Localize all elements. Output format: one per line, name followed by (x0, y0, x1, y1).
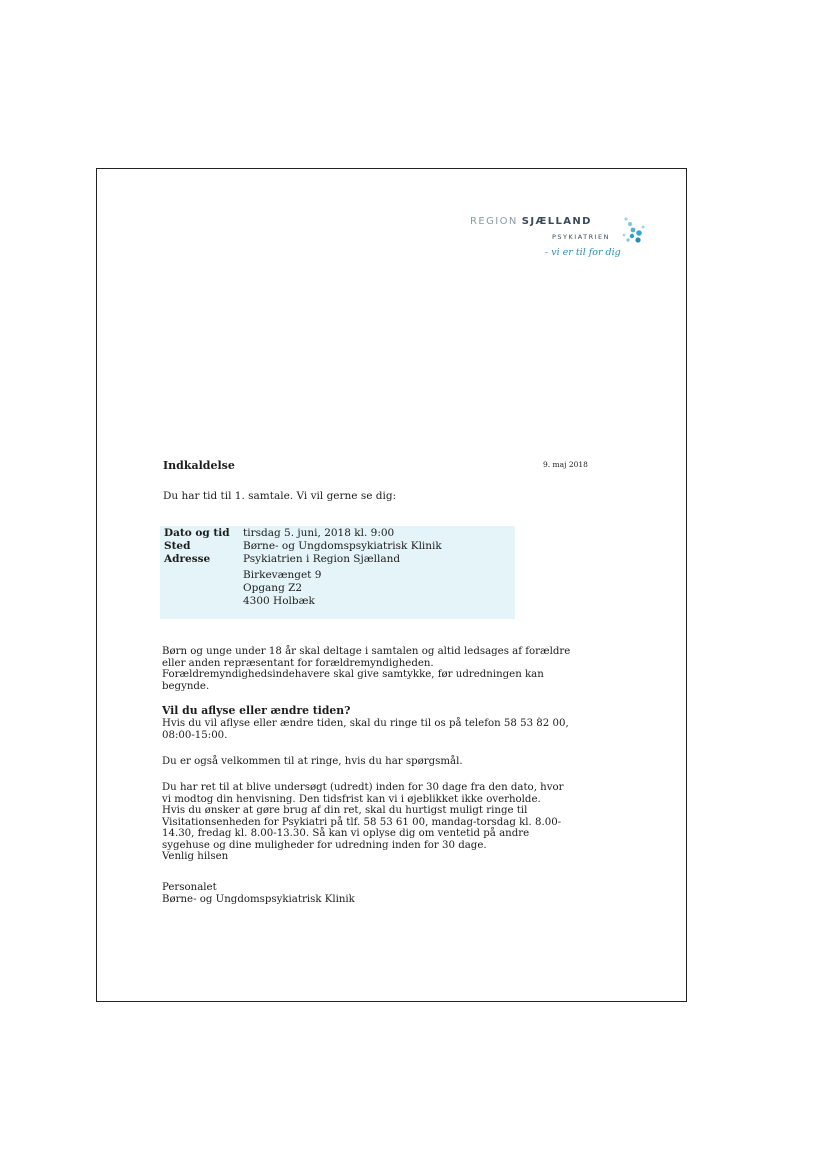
paragraph-line: Børn og unge under 18 år skal deltage i samtalen og altid ledsages af forældre (162, 646, 571, 657)
place-value: Børne- og Ungdomspsykiatrisk Klinik (243, 540, 442, 552)
rights-paragraph (162, 782, 564, 863)
paragraph-line: 14.30, fredag kl. 8.00-13.30. Så kan vi oplyse dig om ventetid på andre (162, 828, 530, 839)
paragraph-line: Visitationsenheden for Psykiatri på tlf. 58 53 61 00, mandag-torsdag kl. 8.00- (162, 816, 562, 828)
scan-speck (538, 717, 540, 718)
paragraph-line: Børne- og Ungdomspsykiatrisk Klinik (162, 893, 355, 905)
cancel-heading: Vil du aflyse eller ændre tiden? (162, 704, 351, 717)
letter-title: Indkaldelse (163, 459, 235, 472)
place-label: Sted (164, 540, 191, 552)
paragraph-line: 08:00-15:00. (162, 729, 228, 741)
paragraph-line: vi modtog din henvisning. Den tidsfrist kan vi i øjeblikket ikke overholde. (162, 793, 541, 805)
paragraph-line: Hvis du ønsker at gøre brug af din ret, skal du hurtigst muligt ringe til (162, 805, 528, 816)
paragraph-line: begynde. (162, 680, 210, 692)
logo-psykiatrien-text: PSYKIATRIEN (552, 233, 611, 241)
intro-text: Du har tid til 1. samtale. Vi vil gerne se dig: (163, 490, 397, 502)
logo-wordmark (470, 216, 592, 227)
address-line: Opgang Z2 (243, 582, 303, 594)
children-paragraph (162, 646, 570, 692)
address-line: 4300 Holbæk (243, 595, 315, 607)
welcome-text: Du er også velkommen til at ringe, hvis du har spørgsmål. (162, 756, 463, 767)
region-sjaelland-logo (470, 216, 650, 276)
logo-tagline: - vi er til for dig (545, 247, 621, 258)
logo-sjaelland-text: SJÆLLAND (521, 216, 592, 227)
signoff (162, 882, 355, 905)
address-line: Psykiatrien i Region Sjælland (243, 553, 401, 565)
date-label: Dato og tid (164, 527, 230, 539)
paragraph-line: Hvis du vil aflyse eller ændre tiden, skal du ringe til os på telefon 58 53 82 00, (162, 718, 569, 729)
letter-date: 9. maj 2018 (543, 460, 588, 469)
paragraph-line: sygehuse og dine muligheder for udredning inden for 30 dage. (162, 839, 487, 851)
date-value: tirsdag 5. juni, 2018 kl. 9:00 (243, 527, 395, 539)
address-line: Birkevænget 9 (243, 569, 322, 581)
paragraph-line: Du har ret til at blive undersøgt (udredt) inden for 30 dage fra den dato, hvor (162, 782, 564, 793)
paragraph-line: Personalet (162, 882, 217, 893)
logo-region-text: REGION (470, 216, 518, 227)
paragraph-line: Forældremyndighedsindehavere skal give samtykke, før udredningen kan (162, 669, 544, 680)
paragraph-line: eller anden repræsentant for forældremyndigheden. (162, 657, 434, 669)
paragraph-line: Venlig hilsen (162, 851, 229, 862)
address-label: Adresse (164, 553, 211, 565)
cancel-paragraph (162, 718, 569, 741)
dots-logo-icon (618, 216, 648, 250)
